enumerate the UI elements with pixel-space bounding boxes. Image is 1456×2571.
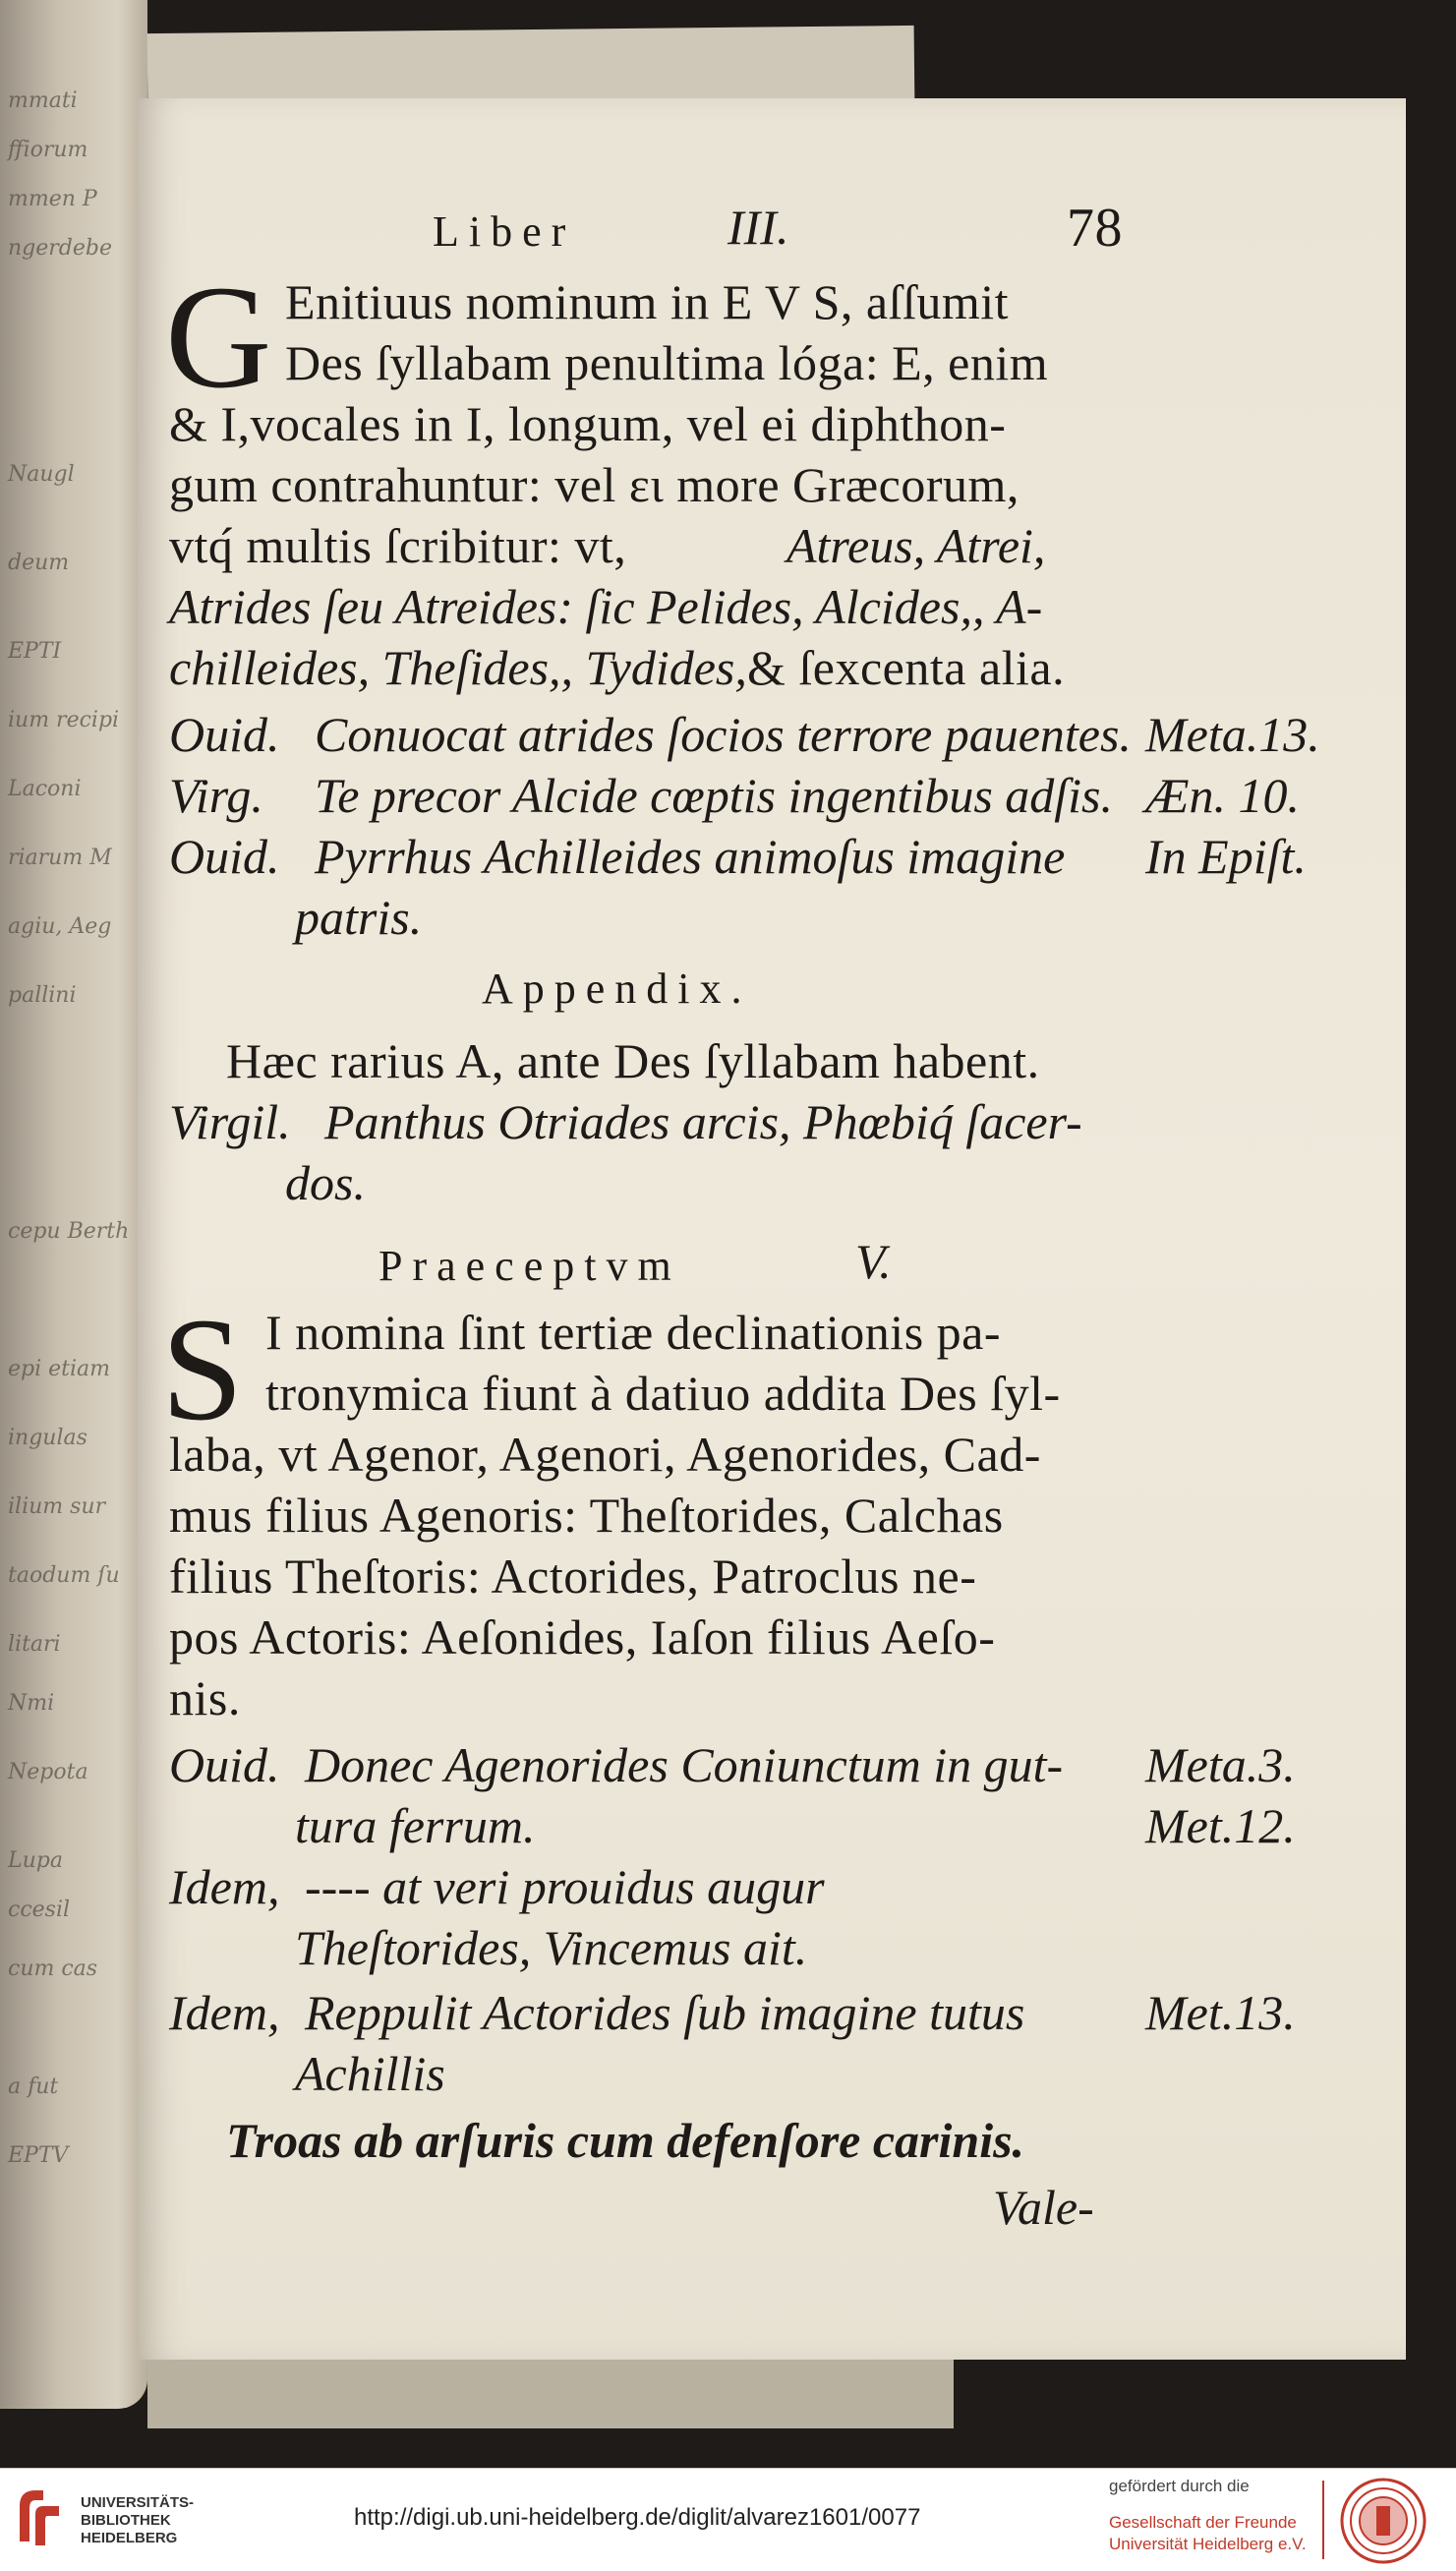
- left-page-text: Nepota: [8, 1760, 88, 1784]
- left-page-text: ccesil: [8, 1898, 71, 1922]
- text-line: & ſexcenta alia.: [747, 640, 1066, 695]
- left-page-text: ilium sur: [8, 1494, 106, 1519]
- library-logo-icon[interactable]: [14, 2483, 67, 2553]
- drop-cap-s: S: [161, 1288, 244, 1451]
- margin-reference: Met.12.: [1145, 1798, 1296, 1853]
- funding-label: gefördert durch die: [1109, 2477, 1250, 2495]
- text-line-italic: Atrides ſeu Atreides: ſic Pelides, Alcides,, A-: [169, 579, 1043, 634]
- quote-text: patris.: [295, 890, 423, 945]
- text-line: Enitiuus nominum in E V S, aſſumit: [285, 274, 1010, 329]
- quote-author: Ouid.: [169, 829, 280, 884]
- section-heading-number: V.: [855, 1234, 892, 1289]
- left-page-text: ngerdebe: [8, 236, 112, 261]
- left-page-text: cepu Berth: [8, 1219, 130, 1244]
- left-page-text: Laconi: [8, 777, 82, 801]
- left-page-text: taodum ſu: [8, 1563, 120, 1588]
- funder-name[interactable]: [1109, 2512, 1307, 2555]
- margin-reference: In Epiſt.: [1145, 829, 1307, 884]
- running-header-title: Liber: [433, 207, 576, 256]
- quote-text: ---- at veri prouidus augur: [305, 1859, 825, 1914]
- page-url-link[interactable]: http://digi.ub.uni-heidelberg.de/diglit/alvarez1601/0077: [354, 2504, 921, 2531]
- logo-line: UNIVERSITÄTS-: [81, 2494, 195, 2511]
- left-page-text: riarum M: [8, 846, 112, 870]
- quote-text: Theſtorides, Vincemus ait.: [295, 1920, 808, 1975]
- quote-text: Panthus Otriades arcis, Phœbiq́ ſacer-: [324, 1094, 1082, 1149]
- text-line: nis.: [169, 1670, 241, 1725]
- text-line: vtq́ multis ſcribitur: vt,: [169, 518, 627, 573]
- left-page-text: EPTV: [8, 2143, 69, 2168]
- quote-text: Te precor Alcide cœptis ingentibus adſis.: [315, 768, 1114, 823]
- catchword: Vale-: [993, 2180, 1094, 2235]
- text-line: gum contrahuntur: vel ει more Græcorum,: [169, 457, 1019, 512]
- funder-line: Universität Heidelberg e.V.: [1109, 2535, 1307, 2553]
- left-page-text: Naugl: [8, 462, 75, 487]
- quote-author: Virgil.: [169, 1094, 291, 1149]
- text-line: mus filius Agenoris: Theſtorides, Calchas: [169, 1488, 1004, 1543]
- left-page-text: pallini: [8, 983, 77, 1008]
- text-line: Des ſyllabam penultima lóga: E, enim: [285, 335, 1049, 390]
- drop-cap-g: G: [165, 256, 272, 419]
- quote-text: Troas ab arſuris cum defenſore carinis.: [226, 2113, 1025, 2168]
- left-page-text: ffiorum: [8, 138, 88, 162]
- margin-reference: Meta.13.: [1145, 707, 1320, 762]
- quote-author: Idem,: [169, 1985, 280, 2040]
- text-line: I nomina ſint tertiæ declinationis pa-: [265, 1305, 1002, 1360]
- text-line: & I,vocales in I, longum, vel ei diphthon-: [169, 396, 1007, 451]
- left-page-text: epi etiam: [8, 1357, 111, 1381]
- quote-text: Achillis: [295, 2046, 445, 2101]
- left-page-text: Nmi: [8, 1691, 55, 1716]
- running-header-roman: III.: [728, 200, 789, 255]
- library-logo-text: [81, 2494, 194, 2547]
- quote-author: Virg.: [169, 768, 263, 823]
- logo-line: BIBLIOTHEK: [81, 2512, 171, 2529]
- quote-author: Idem,: [169, 1859, 280, 1914]
- text-line: laba, vt Agenor, Agenori, Agenorides, Cad-: [169, 1427, 1041, 1482]
- text-line: filius Theſtoris: Actorides, Patroclus ne-: [169, 1548, 977, 1604]
- university-seal-icon[interactable]: [1339, 2477, 1427, 2565]
- left-page-edge: [0, 0, 147, 2409]
- left-page-text: mmati: [8, 88, 78, 113]
- page-number: 78: [1067, 198, 1123, 259]
- margin-reference: Met.13.: [1145, 1985, 1296, 2040]
- left-page-text: a fut: [8, 2074, 59, 2099]
- bottom-page-strip: [147, 2350, 954, 2428]
- left-page-text: mmen P: [8, 187, 97, 211]
- quote-author: Ouid.: [169, 707, 280, 762]
- text-line-italic: chilleides, Theſides,, Tydides,: [169, 640, 747, 695]
- left-page-text: agiu, Aeg: [8, 914, 112, 939]
- quote-text: Reppulit Actorides ſub imagine tutus: [305, 1985, 1025, 2040]
- section-heading-praeceptum: Praeceptvm: [379, 1242, 681, 1290]
- margin-reference: Æn. 10.: [1145, 768, 1300, 823]
- quote-text: Conuocat atrides ſocios terrore pauentes.: [315, 707, 1132, 762]
- text-line: tronymica fiunt à datiuo addita Des ſyl-: [265, 1366, 1061, 1421]
- left-page-text: litari: [8, 1632, 61, 1657]
- quote-text: tura ferrum.: [295, 1798, 536, 1853]
- footer-bar: [0, 2468, 1456, 2571]
- quote-text: dos.: [285, 1155, 366, 1210]
- footer-divider: [1322, 2481, 1324, 2559]
- margin-reference: Meta.3.: [1145, 1737, 1296, 1792]
- book-page: [138, 98, 1406, 2360]
- text-line-italic: Atreus, Atrei,: [786, 518, 1046, 573]
- left-page-text: Lupa: [8, 1848, 63, 1873]
- left-page-text: cum cas: [8, 1957, 98, 1981]
- quote-text: Pyrrhus Achilleides animoſus imagine: [315, 829, 1066, 884]
- logo-line: HEIDELBERG: [81, 2530, 178, 2546]
- section-heading-appendix: Appendix.: [482, 964, 752, 1013]
- quote-text: Donec Agenorides Coniunctum in gut-: [305, 1737, 1064, 1792]
- funder-line: Gesellschaft der Freunde: [1109, 2513, 1297, 2532]
- text-line: Hæc rarius A, ante Des ſyllabam habent.: [226, 1033, 1040, 1088]
- left-page-text: EPTI: [8, 639, 62, 664]
- text-line: pos Actoris: Aeſonides, Iaſon filius Aeſo-: [169, 1609, 996, 1665]
- left-page-text: deum: [8, 551, 70, 575]
- left-page-text: ium recipi: [8, 708, 120, 732]
- left-page-text: ingulas: [8, 1426, 87, 1450]
- quote-author: Ouid.: [169, 1737, 280, 1792]
